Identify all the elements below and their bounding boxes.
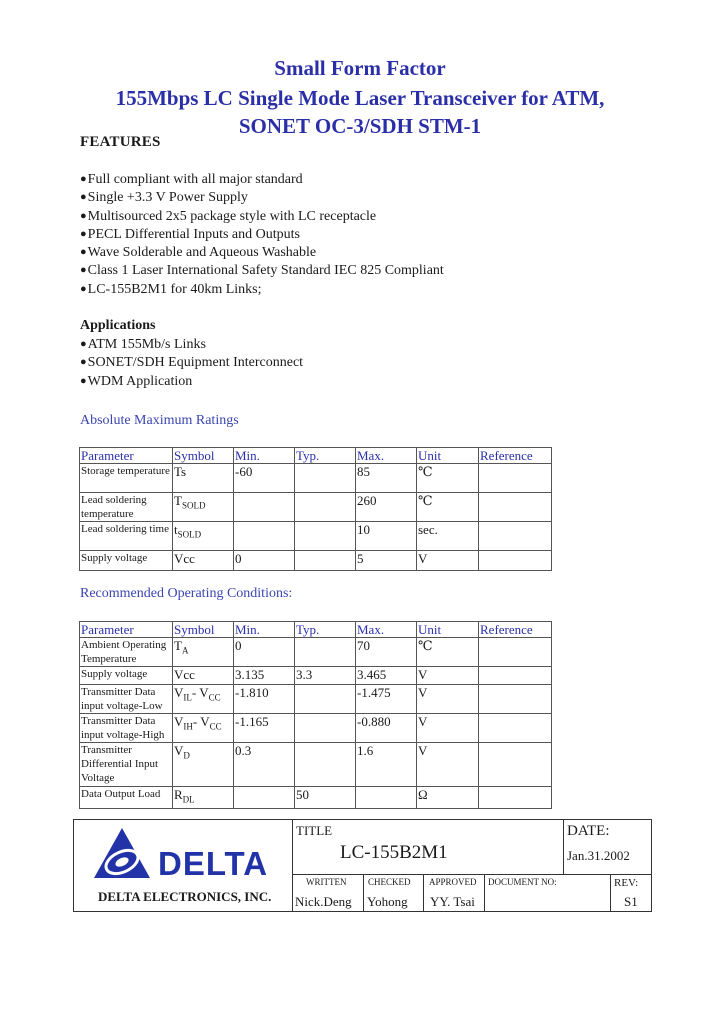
max-cell: 3.465 [356,667,417,685]
typ-cell [295,685,356,714]
reference-cell [479,464,552,493]
symbol-base: V [174,714,184,729]
symbol-cell [173,685,234,714]
table-row [80,464,552,493]
divider [423,874,424,911]
rev-value: S1 [624,894,638,909]
typ-cell [295,743,356,787]
symbol-subscript: IL [183,692,192,703]
parameter-cell: Lead soldering time [80,522,173,551]
table-row [80,551,552,571]
symbol-base: Ts [174,464,187,479]
checked-value: Yohong [367,894,408,909]
feature-item: ● Multisourced 2x5 package style with LC receptacle [80,208,444,226]
title-line-3: SONET OC-3/SDH STM-1 [238,114,482,138]
symbol-cell [173,522,234,551]
symbol-cell [173,464,234,493]
table-row [80,493,552,522]
parameter-cell: Storage temperature [80,464,173,493]
symbol-subscript: DL [182,794,195,805]
column-header: Max. [356,622,417,638]
symbol-subscript: SOLD [181,500,206,511]
date-value: Jan.31.2002 [567,848,630,863]
feature-item: ● PECL Differential Inputs and Outputs [80,226,444,244]
symbol-subscript: CC [208,692,221,703]
title-line-1: Small Form Factor [274,56,446,80]
column-header: Min. [234,448,295,464]
unit-cell: sec. [417,522,479,551]
feature-item: ● Wave Solderable and Aqueous Washable [80,244,444,262]
written-label: WRITTEN [306,877,347,887]
table-row [80,714,552,743]
typ-cell [295,522,356,551]
symbol-base: R [174,787,183,802]
min-cell: -1.810 [234,685,295,714]
max-cell: 85 [356,464,417,493]
delta-logo [92,826,282,887]
symbol-subscript: CC [209,721,222,732]
symbol-tail: - V [191,685,209,700]
symbol-base: V [174,685,184,700]
max-cell: 1.6 [356,743,417,787]
max-cell: 260 [356,493,417,522]
column-header: Parameter [80,448,173,464]
column-header: Reference [479,622,552,638]
column-header: Unit [417,448,479,464]
features-heading: FEATURES [80,134,161,150]
min-cell [234,522,295,551]
symbol-base: Vcc [174,667,195,682]
typ-cell [295,464,356,493]
typ-cell: 3.3 [295,667,356,685]
unit-cell: ℃ [417,464,479,493]
delta-triangle-icon [92,826,282,882]
abs-max-title: Absolute Maximum Ratings [80,413,239,428]
parameter-cell: Supply voltage [80,551,173,571]
table-header-row [80,448,552,464]
max-cell: -1.475 [356,685,417,714]
feature-item: ● Single +3.3 V Power Supply [80,189,444,207]
symbol-subscript: A [181,645,189,656]
unit-cell: ℃ [417,493,479,522]
reference-cell [479,638,552,667]
parameter-cell: Transmitter Data input voltage-High [80,714,173,743]
divider [292,820,293,911]
symbol-cell [173,551,234,571]
rec-op-title: Recommended Operating Conditions: [80,586,293,601]
abs-max-table [79,447,552,571]
company-name: DELTA ELECTRONICS, INC. [98,889,272,904]
unit-cell: V [417,714,479,743]
application-item: ● ATM 155Mb/s Links [80,336,303,354]
symbol-base: T [174,493,182,508]
parameter-cell: Transmitter Data input voltage-Low [80,685,173,714]
features-list [80,171,444,299]
approved-label: APPROVED [429,877,477,887]
parameter-cell: Supply voltage [80,667,173,685]
reference-cell [479,522,552,551]
symbol-cell [173,787,234,809]
column-header: Symbol [173,448,234,464]
table-row [80,743,552,787]
title-label: TITLE [296,823,333,838]
logo-text: DELTA [158,845,269,882]
applications-heading: Applications [80,318,156,333]
max-cell: 70 [356,638,417,667]
rec-op-table [79,621,552,809]
application-item: ● SONET/SDH Equipment Interconnect [80,354,303,372]
unit-cell: V [417,667,479,685]
symbol-base: T [174,638,182,653]
written-value: Nick.Deng [295,894,352,909]
unit-cell: Ω [417,787,479,809]
symbol-cell [173,667,234,685]
column-header: Reference [479,448,552,464]
unit-cell: V [417,685,479,714]
max-cell: 5 [356,551,417,571]
column-header: Typ. [295,622,356,638]
reference-cell [479,551,552,571]
reference-cell [479,787,552,809]
table-row [80,667,552,685]
divider [292,874,651,875]
symbol-cell [173,638,234,667]
symbol-cell [173,493,234,522]
reference-cell [479,714,552,743]
checked-label: CHECKED [368,877,411,887]
min-cell [234,493,295,522]
column-header: Unit [417,622,479,638]
applications-list [80,336,303,391]
title-block [73,819,652,912]
parameter-cell: Lead soldering temperature [80,493,173,522]
parameter-cell: Transmitter Differential Input Voltage [80,743,173,787]
divider [563,820,564,875]
table-row [80,638,552,667]
reference-cell [479,685,552,714]
approved-value: YY. Tsai [430,894,475,909]
min-cell: 0.3 [234,743,295,787]
min-cell: 3.135 [234,667,295,685]
typ-cell: 50 [295,787,356,809]
column-header: Parameter [80,622,173,638]
min-cell [234,787,295,809]
typ-cell [295,638,356,667]
max-cell: -0.880 [356,714,417,743]
title-value: LC-155B2M1 [340,842,448,863]
min-cell: -60 [234,464,295,493]
divider [610,874,611,911]
feature-item: ● Class 1 Laser International Safety Standard IEC 825 Compliant [80,262,444,280]
reference-cell [479,667,552,685]
symbol-subscript: SOLD [177,529,202,540]
feature-item: ● Full compliant with all major standard [80,171,444,189]
min-cell: 0 [234,638,295,667]
parameter-cell: Ambient Operating Temperature [80,638,173,667]
parameter-cell: Data Output Load [80,787,173,809]
date-label: DATE: [567,823,610,839]
symbol-base: t [174,522,178,537]
max-cell [356,787,417,809]
symbol-base: Vcc [174,551,195,566]
table-row [80,685,552,714]
min-cell: -1.165 [234,714,295,743]
document-no-label: DOCUMENT NO: [488,877,557,887]
symbol-cell [173,743,234,787]
typ-cell [295,551,356,571]
typ-cell [295,714,356,743]
min-cell: 0 [234,551,295,571]
title-line-2: 155Mbps LC Single Mode Laser Transceiver for ATM, [115,86,605,110]
application-item: ● WDM Application [80,373,303,391]
reference-cell [479,743,552,787]
unit-cell: V [417,743,479,787]
feature-item: ● LC-155B2M1 for 40km Links; [80,281,444,299]
table-row [80,522,552,551]
symbol-subscript: D [183,750,190,761]
table-header-row [80,622,552,638]
column-header: Symbol [173,622,234,638]
symbol-subscript: IH [183,721,193,732]
symbol-base: V [174,743,184,758]
unit-cell: ℃ [417,638,479,667]
table-row [80,787,552,809]
rev-label: REV: [614,877,639,889]
symbol-cell [173,714,234,743]
divider [363,874,364,911]
typ-cell [295,493,356,522]
divider [484,874,485,911]
column-header: Min. [234,622,295,638]
max-cell: 10 [356,522,417,551]
unit-cell: V [417,551,479,571]
column-header: Typ. [295,448,356,464]
reference-cell [479,493,552,522]
symbol-tail: - V [192,714,210,729]
column-header: Max. [356,448,417,464]
